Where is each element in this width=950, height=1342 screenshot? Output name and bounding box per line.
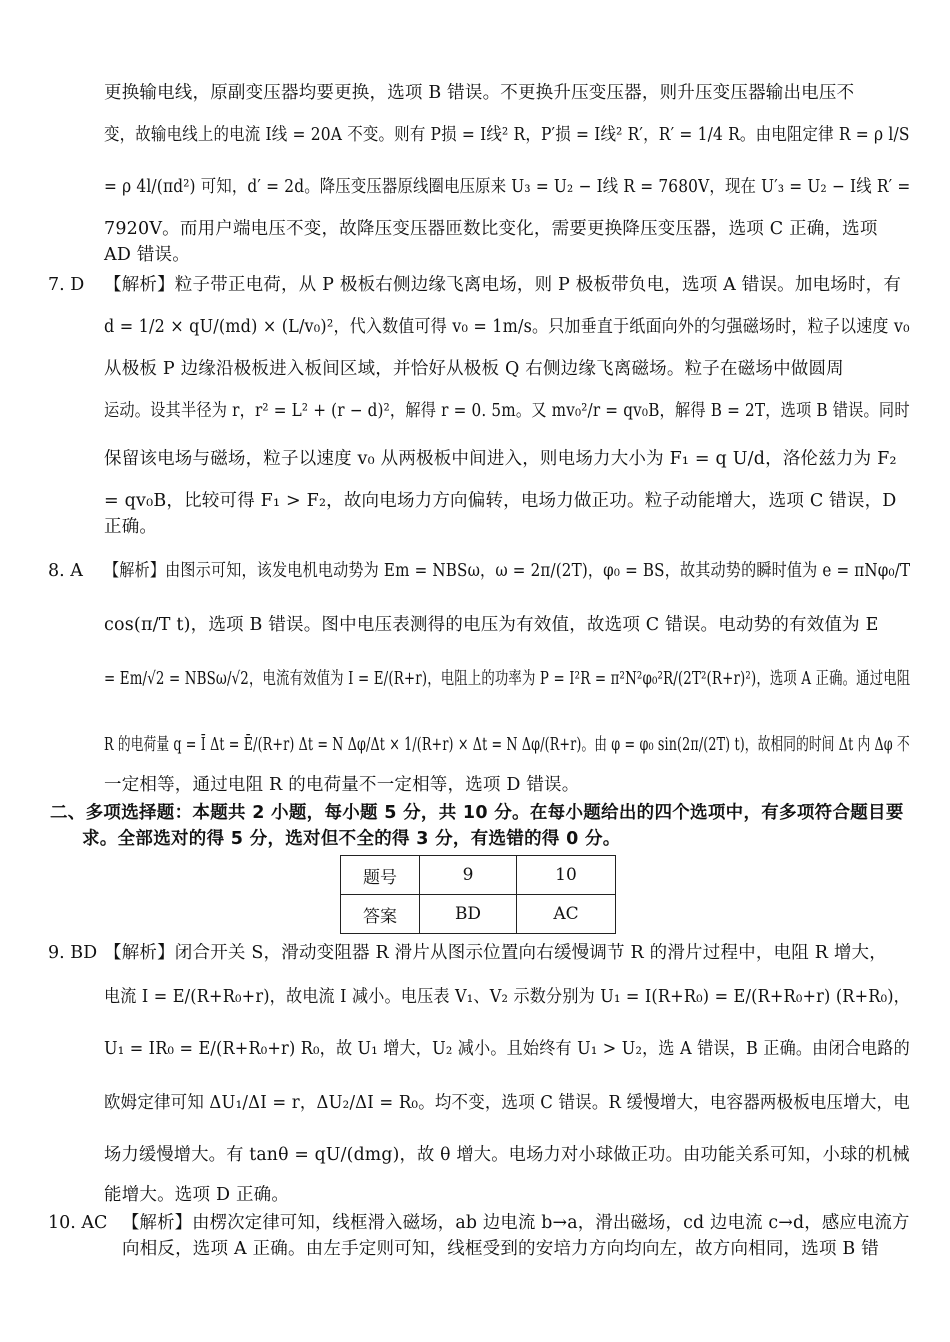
table-cell: 题号 bbox=[341, 856, 420, 895]
text-line: 正确。 bbox=[104, 517, 158, 537]
text-line: 更换输电线，原副变压器均要更换，选项 B 错误。不更换升压变压器，则升压变压器输出电压不 bbox=[104, 83, 855, 103]
question-number-8: 8. A bbox=[48, 561, 83, 581]
text-line: 【解析】粒子带正电荷，从 P 极板右侧边缘飞离电场，则 P 极板带负电，选项 A 错误。加电场时，有 bbox=[104, 275, 902, 295]
text-line: 从极板 P 边缘沿极板进入板间区域，并恰好从极板 Q 右侧边缘飞离磁场。粒子在磁场中做圆周 bbox=[104, 359, 844, 379]
table-row bbox=[341, 895, 616, 934]
text-line: AD 错误。 bbox=[104, 245, 190, 265]
table-cell: 答案 bbox=[341, 895, 420, 934]
text-line: 电流 I = E/(R+R₀+r)，故电流 I 减小。电压表 V₁、V₂ 示数分别为 U₁ = I(R+R₀) = E/(R+R₀+r) (R+R₀)， bbox=[104, 987, 910, 1007]
text-line: d = 1/2 × qU/(md) × (L/v₀)²，代入数值可得 v₀ = 1m/s。只加垂直于纸面向外的匀强磁场时，粒子以速度 v₀ bbox=[104, 317, 910, 337]
text-line: 欧姆定律可知 ΔU₁/ΔI = r，ΔU₂/ΔI = R₀。均不变，选项 C 错误。R 缓慢增大，电容器两极板电压增大，电 bbox=[104, 1093, 910, 1113]
table-row bbox=[341, 856, 616, 895]
table-cell: BD bbox=[420, 895, 517, 934]
table-cell: AC bbox=[517, 895, 616, 934]
section-heading-line2: 求。全部选对的得 5 分，选对但不全的得 3 分，有选错的得 0 分。 bbox=[82, 829, 621, 849]
text-line: = Em/√2 = NBSω/√2，电流有效值为 I = E/(R+r)，电阻上的功率为 P = I²R = π²N²φ₀²R/(2T²(R+r)²)，选项 A 正确。通过电阻 bbox=[104, 669, 911, 689]
text-line: 变，故输电线上的电流 I线 = 20A 不变。则有 P损 = I线² R，P′损 = I线² R′，R′ = 1/4 R。由电阻定律 R = ρ l/S bbox=[104, 125, 910, 145]
text-line: 保留该电场与磁场，粒子以速度 v₀ 从两极板中间进入，则电场力大小为 F₁ = q U/d，洛伦兹力为 F₂ bbox=[104, 449, 897, 469]
question-number-9: 9. BD bbox=[48, 943, 98, 963]
text-line: = ρ 4l/(πd²) 可知，d′ = 2d。降压变压器原线圈电压原来 U₃ = U₂ − I线 R = 7680V，现在 U′₃ = U₂ − I线 R′ = bbox=[104, 177, 911, 197]
text-line: 能增大。选项 D 正确。 bbox=[104, 1185, 290, 1205]
text-line: 7920V。而用户端电压不变，故降压变压器匝数比变化，需要更换降压变压器，选项 C 正确，选项 bbox=[104, 219, 878, 239]
table-cell: 9 bbox=[420, 856, 517, 895]
table-cell: 10 bbox=[517, 856, 616, 895]
text-line: 【解析】闭合开关 S，滑动变阻器 R 滑片从图示位置向右缓慢调节 R 的滑片过程中，电阻 R 增大， bbox=[104, 943, 887, 963]
text-line: = qv₀B，比较可得 F₁ > F₂，故向电场力方向偏转，电场力做正功。粒子动能增大，选项 C 错误，D bbox=[104, 491, 897, 511]
text-line: 【解析】由楞次定律可知，线框滑入磁场，ab 边电流 b→a，滑出磁场，cd 边电流 c→d，感应电流方 bbox=[122, 1213, 910, 1233]
text-line: R 的电荷量 q = Ī Δt = Ē/(R+r) Δt = N Δφ/Δt × 1/(R+r) × Δt = N Δφ/(R+r)。由 φ = φ₀ sin(2π/(2T) t)，故相同的时间 Δt 内 Δφ 不 bbox=[104, 735, 910, 755]
question-number-10: 10. AC bbox=[48, 1213, 108, 1233]
text-line: 运动。设其半径为 r，r² = L² + (r − d)²，解得 r = 0. 5m。又 mv₀²/r = qv₀B，解得 B = 2T，选项 B 错误。同时 bbox=[104, 401, 910, 421]
text-line: 【解析】由图示可知，该发电机电动势为 Em = NBSω，ω = 2π/(2T)，φ₀ = BS，故其动势的瞬时值为 e = πNφ₀/T bbox=[104, 561, 911, 581]
text-line: 一定相等，通过电阻 R 的电荷量不一定相等，选项 D 错误。 bbox=[104, 775, 580, 795]
answer-table bbox=[340, 855, 616, 934]
question-number-7: 7. D bbox=[48, 275, 85, 295]
text-line: 场力缓慢增大。有 tanθ = qU/(dmg)，故 θ 增大。电场力对小球做正功。由功能关系可知，小球的机械 bbox=[104, 1145, 910, 1165]
section-heading-line1: 二、多项选择题：本题共 2 小题，每小题 5 分，共 10 分。在每小题给出的四个选项中，有多项符合题目要 bbox=[50, 803, 904, 823]
text-line: cos(π/T t)，选项 B 错误。图中电压表测得的电压为有效值，故选项 C 错误。电动势的有效值为 E bbox=[104, 615, 879, 635]
text-line: U₁ = IR₀ = E/(R+R₀+r) R₀，故 U₁ 增大，U₂ 减小。且始终有 U₁ > U₂，选 A 错误，B 正确。由闭合电路的 bbox=[104, 1039, 910, 1059]
text-line: 向相反，选项 A 正确。由左手定则可知，线框受到的安培力方向均向左，故方向相同，选项 B 错 bbox=[122, 1239, 879, 1259]
